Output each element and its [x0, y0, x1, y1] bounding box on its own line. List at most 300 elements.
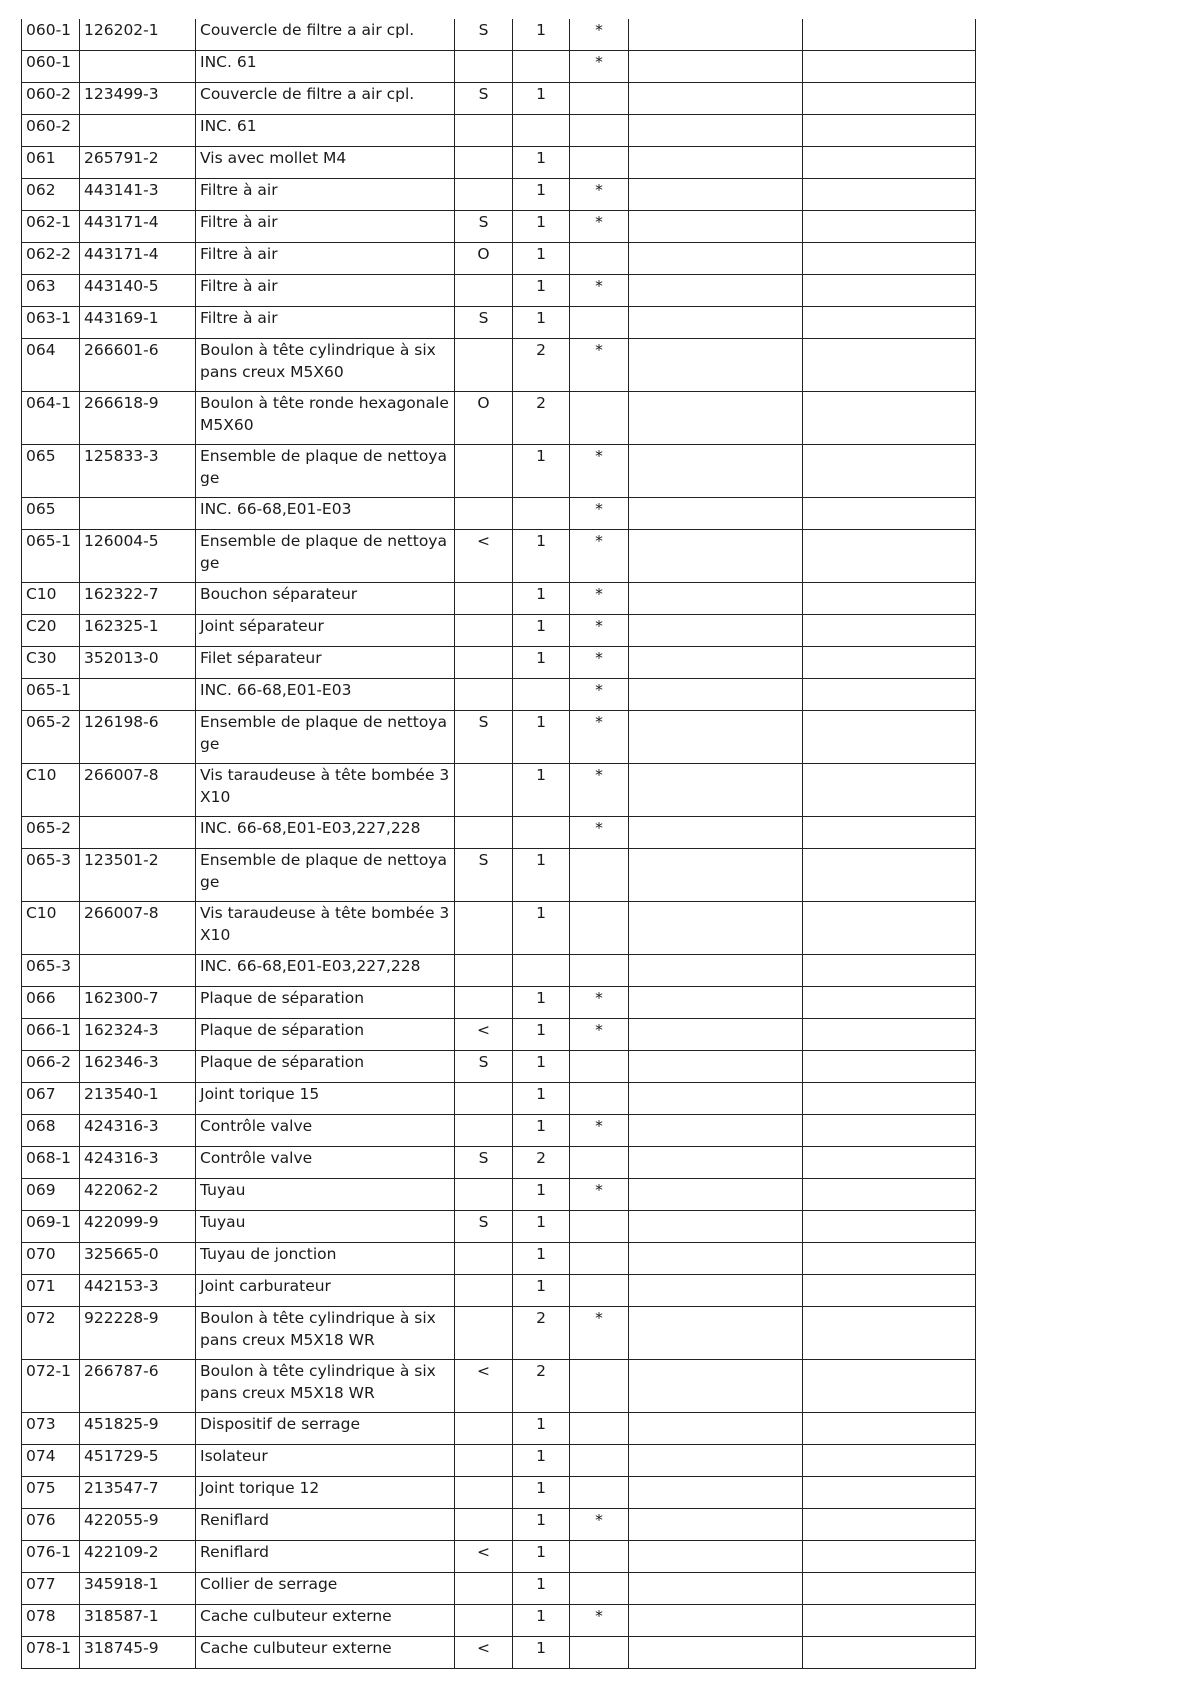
part-number-cell-text: 352013-0 — [84, 649, 159, 667]
description-cell — [196, 764, 455, 817]
ref-number-cell — [22, 1115, 80, 1147]
note-mark-cell-text: * — [595, 1511, 603, 1529]
description-cell — [196, 615, 455, 647]
extra-column-2-cell — [803, 647, 976, 679]
extra-column-1-cell — [629, 902, 803, 955]
part-number-cell — [80, 392, 196, 445]
description-cell-text: INC. 66-68,E01-E03,227,228 — [200, 957, 421, 975]
quantity-cell — [513, 583, 570, 615]
ref-number-cell-text: 062-2 — [26, 245, 72, 263]
ref-number-cell-text: 065-3 — [26, 851, 72, 869]
ref-number-cell-text: 065-2 — [26, 819, 72, 837]
ref-number-cell-text: 066-1 — [26, 1021, 72, 1039]
part-number-cell — [80, 1307, 196, 1360]
extra-column-2-cell — [803, 1477, 976, 1509]
quantity-cell-text: 1 — [536, 532, 546, 550]
extra-column-2-cell — [803, 115, 976, 147]
description-cell — [196, 1179, 455, 1211]
extra-column-1-cell — [629, 392, 803, 445]
note-mark-cell-text: * — [595, 341, 603, 359]
code-cell-text: S — [478, 713, 489, 731]
description-cell — [196, 987, 455, 1019]
table-row — [22, 1541, 976, 1573]
ref-number-cell — [22, 1541, 80, 1573]
quantity-cell — [513, 243, 570, 275]
description-cell — [196, 392, 455, 445]
note-mark-cell — [570, 83, 629, 115]
part-number-cell — [80, 1605, 196, 1637]
quantity-cell-text: 1 — [536, 277, 546, 295]
ref-number-cell-text: 069 — [26, 1181, 56, 1199]
extra-column-2-cell — [803, 1019, 976, 1051]
code-cell — [455, 51, 513, 83]
ref-number-cell-text: 072-1 — [26, 1362, 72, 1380]
ref-number-cell-text: 062 — [26, 181, 56, 199]
table-row — [22, 147, 976, 179]
part-number-cell — [80, 1477, 196, 1509]
code-cell — [455, 1147, 513, 1179]
part-number-cell-text: 424316-3 — [84, 1117, 159, 1135]
extra-column-1-cell — [629, 339, 803, 392]
extra-column-2-cell — [803, 1243, 976, 1275]
extra-column-1-cell — [629, 307, 803, 339]
extra-column-2-cell — [803, 1573, 976, 1605]
code-cell — [455, 1083, 513, 1115]
quantity-cell-text: 1 — [536, 1447, 546, 1465]
part-number-cell-text: 451729-5 — [84, 1447, 159, 1465]
ref-number-cell — [22, 1573, 80, 1605]
part-number-cell — [80, 647, 196, 679]
extra-column-2-cell — [803, 1605, 976, 1637]
quantity-cell-text: 1 — [536, 1213, 546, 1231]
part-number-cell — [80, 1275, 196, 1307]
quantity-cell-text: 2 — [536, 1362, 546, 1380]
ref-number-cell — [22, 1509, 80, 1541]
code-cell — [455, 445, 513, 498]
part-number-cell-text: 443140-5 — [84, 277, 159, 295]
ref-number-cell-text: 077 — [26, 1575, 56, 1593]
description-cell-text: Tuyau — [200, 1181, 246, 1199]
description-cell — [196, 1477, 455, 1509]
quantity-cell-text: 1 — [536, 447, 546, 465]
extra-column-1-cell — [629, 1243, 803, 1275]
quantity-cell-text: 1 — [536, 1053, 546, 1071]
note-mark-cell — [570, 1179, 629, 1211]
description-cell-text: INC. 66-68,E01-E03 — [200, 681, 352, 699]
ref-number-cell — [22, 711, 80, 764]
table-row — [22, 764, 976, 817]
code-cell-text: S — [478, 1053, 489, 1071]
part-number-cell — [80, 817, 196, 849]
description-cell — [196, 679, 455, 711]
part-number-cell — [80, 1541, 196, 1573]
table-row — [22, 1147, 976, 1179]
quantity-cell-text: 1 — [536, 617, 546, 635]
description-cell — [196, 147, 455, 179]
extra-column-2-cell — [803, 19, 976, 51]
description-cell — [196, 1211, 455, 1243]
quantity-cell — [513, 1637, 570, 1669]
quantity-cell — [513, 1413, 570, 1445]
note-mark-cell — [570, 51, 629, 83]
part-number-cell-text: 266618-9 — [84, 394, 159, 412]
quantity-cell-text: 1 — [536, 1639, 546, 1657]
quantity-cell — [513, 211, 570, 243]
ref-number-cell-text: 065-1 — [26, 532, 72, 550]
code-cell — [455, 817, 513, 849]
table-row — [22, 211, 976, 243]
ref-number-cell — [22, 1019, 80, 1051]
part-number-cell-text: 325665-0 — [84, 1245, 159, 1263]
extra-column-1-cell — [629, 1413, 803, 1445]
note-mark-cell — [570, 1115, 629, 1147]
extra-column-2-cell — [803, 307, 976, 339]
part-number-cell-text: 443171-4 — [84, 245, 159, 263]
note-mark-cell — [570, 392, 629, 445]
table-row — [22, 1477, 976, 1509]
table-row — [22, 1509, 976, 1541]
table-row — [22, 307, 976, 339]
note-mark-cell-text: * — [595, 447, 603, 465]
description-cell-text: Plaque de séparation — [200, 1053, 365, 1071]
description-cell-text: Vis taraudeuse à tête bombée 3X10 — [200, 904, 450, 944]
quantity-cell — [513, 1179, 570, 1211]
extra-column-1-cell — [629, 530, 803, 583]
code-cell — [455, 339, 513, 392]
quantity-cell-text: 1 — [536, 309, 546, 327]
description-cell — [196, 583, 455, 615]
part-number-cell-text: 265791-2 — [84, 149, 159, 167]
code-cell — [455, 647, 513, 679]
code-cell — [455, 1445, 513, 1477]
quantity-cell-text: 1 — [536, 1085, 546, 1103]
note-mark-cell — [570, 498, 629, 530]
ref-number-cell-text: 067 — [26, 1085, 56, 1103]
quantity-cell-text: 1 — [536, 649, 546, 667]
note-mark-cell-text: * — [595, 766, 603, 784]
quantity-cell — [513, 955, 570, 987]
ref-number-cell — [22, 1445, 80, 1477]
code-cell-text: S — [478, 1213, 489, 1231]
note-mark-cell — [570, 1243, 629, 1275]
extra-column-2-cell — [803, 1275, 976, 1307]
code-cell — [455, 955, 513, 987]
ref-number-cell-text: 078 — [26, 1607, 56, 1625]
note-mark-cell-text: * — [595, 1607, 603, 1625]
extra-column-2-cell — [803, 987, 976, 1019]
note-mark-cell — [570, 764, 629, 817]
part-number-cell — [80, 445, 196, 498]
extra-column-1-cell — [629, 51, 803, 83]
quantity-cell-text: 1 — [536, 181, 546, 199]
code-cell — [455, 1051, 513, 1083]
extra-column-1-cell — [629, 1179, 803, 1211]
quantity-cell — [513, 817, 570, 849]
quantity-cell-text: 1 — [536, 1415, 546, 1433]
description-cell — [196, 179, 455, 211]
code-cell — [455, 583, 513, 615]
quantity-cell — [513, 498, 570, 530]
part-number-cell — [80, 1147, 196, 1179]
extra-column-2-cell — [803, 955, 976, 987]
code-cell — [455, 849, 513, 902]
description-cell — [196, 1637, 455, 1669]
extra-column-1-cell — [629, 1509, 803, 1541]
quantity-cell — [513, 307, 570, 339]
part-number-cell-text: 123501-2 — [84, 851, 159, 869]
extra-column-2-cell — [803, 1413, 976, 1445]
note-mark-cell — [570, 147, 629, 179]
note-mark-cell — [570, 647, 629, 679]
ref-number-cell-text: 076-1 — [26, 1543, 72, 1561]
description-cell-text: Joint carburateur — [200, 1277, 331, 1295]
extra-column-2-cell — [803, 1541, 976, 1573]
part-number-cell-text: 162324-3 — [84, 1021, 159, 1039]
note-mark-cell-text: * — [595, 1309, 603, 1327]
ref-number-cell — [22, 392, 80, 445]
parts-list-table — [21, 19, 976, 1669]
note-mark-cell-text: * — [595, 1181, 603, 1199]
quantity-cell — [513, 1083, 570, 1115]
quantity-cell-text: 1 — [536, 904, 546, 922]
extra-column-2-cell — [803, 179, 976, 211]
part-number-cell — [80, 83, 196, 115]
description-cell-text: Filtre à air — [200, 181, 278, 199]
part-number-cell — [80, 1083, 196, 1115]
part-number-cell — [80, 764, 196, 817]
note-mark-cell-text: * — [595, 819, 603, 837]
description-cell — [196, 339, 455, 392]
ref-number-cell-text: 076 — [26, 1511, 56, 1529]
part-number-cell — [80, 1360, 196, 1413]
extra-column-1-cell — [629, 1307, 803, 1360]
ref-number-cell-text: C20 — [26, 617, 57, 635]
ref-number-cell — [22, 1605, 80, 1637]
table-row — [22, 1115, 976, 1147]
extra-column-1-cell — [629, 1477, 803, 1509]
extra-column-2-cell — [803, 1445, 976, 1477]
description-cell-text: Couvercle de filtre a air cpl. — [200, 85, 415, 103]
quantity-cell-text: 1 — [536, 1117, 546, 1135]
extra-column-1-cell — [629, 647, 803, 679]
table-row — [22, 679, 976, 711]
extra-column-1-cell — [629, 1211, 803, 1243]
extra-column-1-cell — [629, 1541, 803, 1573]
quantity-cell-text: 2 — [536, 394, 546, 412]
ref-number-cell — [22, 1179, 80, 1211]
description-cell-text: INC. 66-68,E01-E03,227,228 — [200, 819, 421, 837]
quantity-cell — [513, 115, 570, 147]
ref-number-cell-text: 065-3 — [26, 957, 72, 975]
description-cell — [196, 849, 455, 902]
ref-number-cell — [22, 307, 80, 339]
code-cell — [455, 83, 513, 115]
table-row — [22, 1051, 976, 1083]
extra-column-1-cell — [629, 849, 803, 902]
ref-number-cell — [22, 1051, 80, 1083]
ref-number-cell — [22, 243, 80, 275]
quantity-cell — [513, 1477, 570, 1509]
quantity-cell-text: 2 — [536, 1309, 546, 1327]
ref-number-cell-text: 065 — [26, 447, 56, 465]
quantity-cell-text: 1 — [536, 989, 546, 1007]
code-cell — [455, 1179, 513, 1211]
table-row — [22, 83, 976, 115]
ref-number-cell — [22, 1211, 80, 1243]
code-cell — [455, 179, 513, 211]
ref-number-cell — [22, 51, 80, 83]
ref-number-cell-text: 060-1 — [26, 53, 72, 71]
ref-number-cell-text: 062-1 — [26, 213, 72, 231]
code-cell-text: S — [478, 213, 489, 231]
extra-column-1-cell — [629, 764, 803, 817]
description-cell-text: Tuyau de jonction — [200, 1245, 337, 1263]
ref-number-cell — [22, 849, 80, 902]
part-number-cell — [80, 1413, 196, 1445]
code-cell — [455, 307, 513, 339]
description-cell — [196, 211, 455, 243]
code-cell — [455, 987, 513, 1019]
code-cell — [455, 1115, 513, 1147]
description-cell — [196, 115, 455, 147]
ref-number-cell — [22, 902, 80, 955]
extra-column-2-cell — [803, 1051, 976, 1083]
description-cell-text: Joint torique 12 — [200, 1479, 320, 1497]
note-mark-cell — [570, 987, 629, 1019]
description-cell — [196, 1360, 455, 1413]
note-mark-cell-text: * — [595, 649, 603, 667]
part-number-cell-text: 266601-6 — [84, 341, 159, 359]
extra-column-2-cell — [803, 1179, 976, 1211]
note-mark-cell — [570, 1477, 629, 1509]
description-cell — [196, 530, 455, 583]
part-number-cell — [80, 1637, 196, 1669]
quantity-cell — [513, 1360, 570, 1413]
quantity-cell-text: 1 — [536, 213, 546, 231]
part-number-cell — [80, 339, 196, 392]
ref-number-cell — [22, 1147, 80, 1179]
extra-column-1-cell — [629, 817, 803, 849]
part-number-cell — [80, 1573, 196, 1605]
quantity-cell — [513, 339, 570, 392]
quantity-cell-text: 1 — [536, 585, 546, 603]
part-number-cell — [80, 179, 196, 211]
extra-column-1-cell — [629, 711, 803, 764]
ref-number-cell — [22, 179, 80, 211]
quantity-cell — [513, 1019, 570, 1051]
quantity-cell — [513, 902, 570, 955]
extra-column-2-cell — [803, 1115, 976, 1147]
extra-column-2-cell — [803, 1307, 976, 1360]
quantity-cell — [513, 987, 570, 1019]
ref-number-cell — [22, 1307, 80, 1360]
description-cell-text: Cache culbuteur externe — [200, 1639, 392, 1657]
part-number-cell-text: 422055-9 — [84, 1511, 159, 1529]
quantity-cell — [513, 711, 570, 764]
extra-column-2-cell — [803, 817, 976, 849]
ref-number-cell-text: 060-2 — [26, 117, 72, 135]
quantity-cell — [513, 1445, 570, 1477]
table-row — [22, 1307, 976, 1360]
description-cell-text: Reniflard — [200, 1511, 269, 1529]
ref-number-cell-text: 064-1 — [26, 394, 72, 412]
ref-number-cell-text: 065-2 — [26, 713, 72, 731]
description-cell — [196, 1115, 455, 1147]
note-mark-cell — [570, 115, 629, 147]
extra-column-1-cell — [629, 1083, 803, 1115]
ref-number-cell-text: 072 — [26, 1309, 56, 1327]
description-cell-text: Cache culbuteur externe — [200, 1607, 392, 1625]
part-number-cell — [80, 1509, 196, 1541]
code-cell-text: < — [477, 532, 490, 550]
table-row — [22, 1413, 976, 1445]
ref-number-cell — [22, 1243, 80, 1275]
note-mark-cell-text: * — [595, 681, 603, 699]
ref-number-cell-text: C10 — [26, 585, 57, 603]
part-number-cell — [80, 1179, 196, 1211]
ref-number-cell — [22, 275, 80, 307]
ref-number-cell-text: 060-2 — [26, 85, 72, 103]
quantity-cell-text: 1 — [536, 713, 546, 731]
part-number-cell — [80, 51, 196, 83]
quantity-cell-text: 1 — [536, 245, 546, 263]
extra-column-1-cell — [629, 1637, 803, 1669]
quantity-cell — [513, 764, 570, 817]
part-number-cell — [80, 902, 196, 955]
quantity-cell-text: 1 — [536, 1575, 546, 1593]
table-row — [22, 243, 976, 275]
code-cell — [455, 530, 513, 583]
code-cell — [455, 679, 513, 711]
part-number-cell — [80, 275, 196, 307]
table-row — [22, 849, 976, 902]
quantity-cell — [513, 83, 570, 115]
code-cell — [455, 1243, 513, 1275]
description-cell-text: Filtre à air — [200, 309, 278, 327]
ref-number-cell-text: 063-1 — [26, 309, 72, 327]
table-row — [22, 339, 976, 392]
note-mark-cell-text: * — [595, 617, 603, 635]
description-cell-text: Joint séparateur — [200, 617, 324, 635]
part-number-cell — [80, 1019, 196, 1051]
note-mark-cell — [570, 902, 629, 955]
note-mark-cell-text: * — [595, 1021, 603, 1039]
extra-column-2-cell — [803, 275, 976, 307]
part-number-cell — [80, 307, 196, 339]
extra-column-1-cell — [629, 498, 803, 530]
extra-column-1-cell — [629, 1573, 803, 1605]
code-cell-text: < — [477, 1362, 490, 1380]
extra-column-1-cell — [629, 987, 803, 1019]
table-row — [22, 51, 976, 83]
ref-number-cell — [22, 83, 80, 115]
part-number-cell — [80, 243, 196, 275]
part-number-cell — [80, 987, 196, 1019]
note-mark-cell-text: * — [595, 713, 603, 731]
quantity-cell — [513, 1541, 570, 1573]
description-cell — [196, 498, 455, 530]
note-mark-cell — [570, 1413, 629, 1445]
code-cell — [455, 115, 513, 147]
ref-number-cell-text: 068 — [26, 1117, 56, 1135]
part-number-cell-text: 266007-8 — [84, 904, 159, 922]
part-number-cell — [80, 211, 196, 243]
description-cell — [196, 1083, 455, 1115]
extra-column-1-cell — [629, 1115, 803, 1147]
note-mark-cell — [570, 817, 629, 849]
table-row — [22, 1445, 976, 1477]
part-number-cell — [80, 498, 196, 530]
